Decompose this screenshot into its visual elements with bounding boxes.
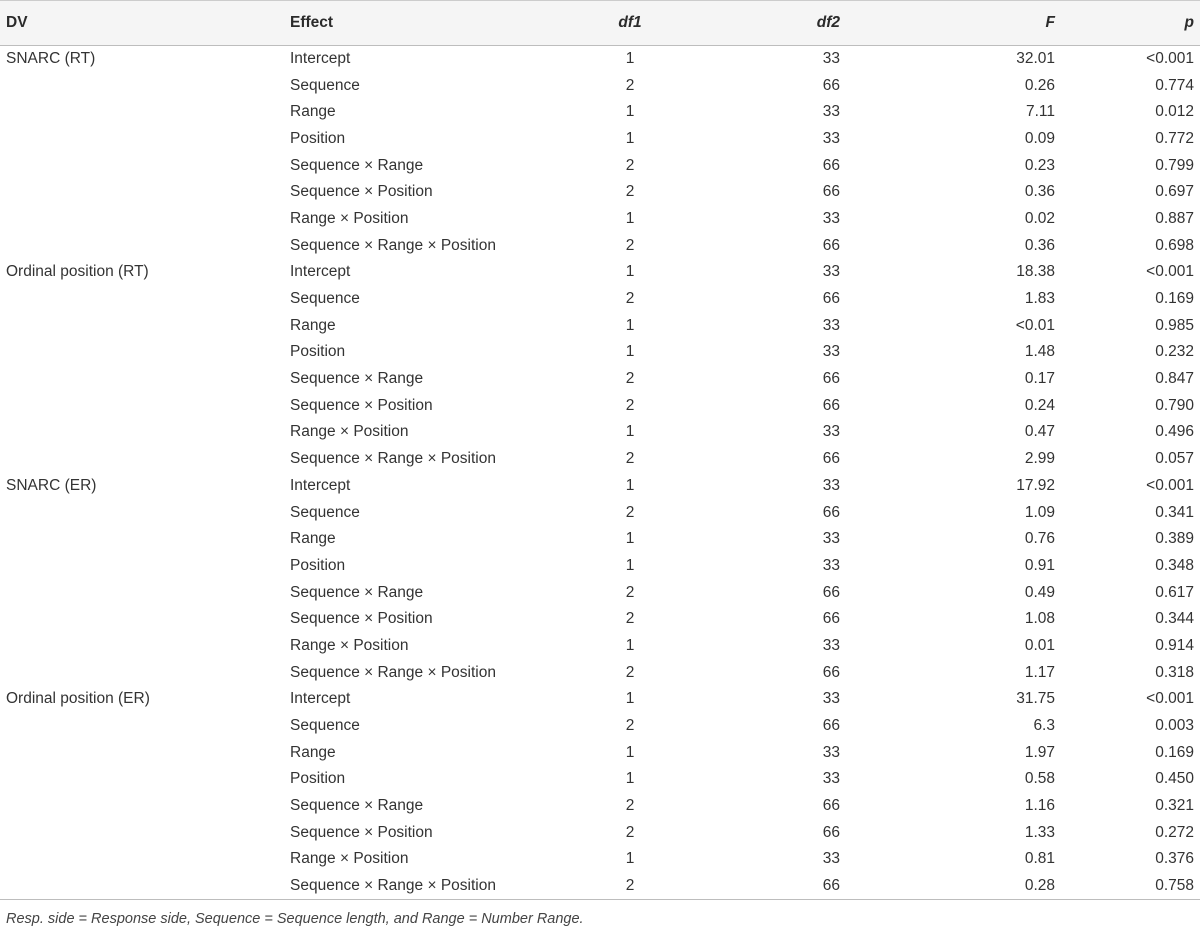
cell-f: 0.76 — [1024, 530, 1055, 548]
cell-df1: 1 — [625, 209, 635, 227]
cell-df1: 1 — [625, 129, 635, 147]
cell-effect: Range — [290, 103, 336, 121]
cell-df1: 2 — [625, 876, 635, 894]
cell-df2: 66 — [822, 797, 840, 815]
table-row — [0, 846, 1200, 873]
cell-effect: Position — [290, 343, 346, 361]
cell-f: 0.58 — [1024, 770, 1055, 788]
cell-df2: 33 — [822, 103, 840, 121]
cell-p: 0.376 — [1155, 850, 1194, 868]
table-row — [0, 126, 1200, 153]
cell-df2: 33 — [822, 343, 840, 361]
cell-dv — [0, 126, 290, 153]
cell-df1: 1 — [625, 636, 635, 654]
cell-df1: 2 — [625, 610, 635, 628]
cell-df1: 2 — [625, 236, 635, 254]
cell-df1: 1 — [625, 343, 635, 361]
cell-p: 0.698 — [1155, 236, 1194, 254]
cell-f: 0.17 — [1024, 370, 1055, 388]
cell-f: 1.08 — [1024, 610, 1055, 628]
table-row — [0, 579, 1200, 606]
cell-dv — [0, 713, 290, 740]
table-row — [0, 499, 1200, 526]
cell-effect: Range × Position — [290, 423, 409, 441]
cell-effect: Sequence × Position — [290, 610, 433, 628]
cell-p: 0.887 — [1155, 209, 1194, 227]
cell-dv: Ordinal position (ER) — [6, 690, 150, 708]
cell-f: 0.02 — [1024, 209, 1055, 227]
cell-p: 0.057 — [1155, 450, 1194, 468]
cell-dv — [0, 286, 290, 313]
cell-dv — [0, 766, 290, 793]
table-row — [0, 152, 1200, 179]
cell-df1: 2 — [625, 717, 635, 735]
cell-p: 0.169 — [1155, 290, 1194, 308]
cell-f: 31.75 — [1016, 690, 1055, 708]
cell-f: 0.24 — [1024, 396, 1055, 414]
cell-p: 0.847 — [1155, 370, 1194, 388]
cell-effect: Sequence × Range × Position — [290, 663, 496, 681]
table-row — [0, 419, 1200, 446]
table-row — [0, 286, 1200, 313]
cell-dv — [0, 553, 290, 580]
table-header — [0, 1, 1200, 46]
table-row — [0, 659, 1200, 686]
cell-df1: 2 — [625, 290, 635, 308]
table-row — [0, 99, 1200, 126]
cell-f: 1.16 — [1024, 797, 1055, 815]
cell-f: 0.23 — [1024, 156, 1055, 174]
cell-effect: Sequence × Range — [290, 797, 424, 815]
cell-effect: Range × Position — [290, 209, 409, 227]
cell-df1: 1 — [625, 556, 635, 574]
cell-df2: 66 — [822, 583, 840, 601]
table-row — [0, 766, 1200, 793]
cell-dv — [0, 312, 290, 339]
table-row — [0, 312, 1200, 339]
cell-df1: 1 — [625, 743, 635, 761]
cell-df2: 66 — [822, 610, 840, 628]
cell-df1: 1 — [625, 50, 635, 68]
header-df1: df1 — [618, 14, 642, 31]
cell-effect: Position — [290, 129, 346, 147]
cell-df2: 66 — [822, 450, 840, 468]
cell-f: 1.97 — [1024, 743, 1055, 761]
cell-effect: Sequence × Range × Position — [290, 450, 496, 468]
cell-dv: SNARC (RT) — [6, 50, 96, 68]
table-footnote: Resp. side = Response side, Sequence = Sequence length, and Range = Number Range. — [6, 911, 584, 927]
cell-effect: Range — [290, 316, 336, 334]
cell-p: 0.985 — [1155, 316, 1194, 334]
cell-df2: 66 — [822, 663, 840, 681]
cell-df1: 2 — [625, 156, 635, 174]
cell-p: 0.496 — [1155, 423, 1194, 441]
cell-dv — [0, 232, 290, 259]
table-row — [0, 633, 1200, 660]
cell-df2: 33 — [822, 129, 840, 147]
cell-dv — [0, 339, 290, 366]
table-row — [0, 366, 1200, 393]
cell-df1: 1 — [625, 850, 635, 868]
cell-dv — [0, 606, 290, 633]
header-f: F — [1045, 14, 1055, 31]
cell-df2: 66 — [822, 717, 840, 735]
cell-effect: Sequence — [290, 290, 360, 308]
cell-effect: Sequence — [290, 76, 360, 94]
cell-df2: 33 — [822, 476, 840, 494]
header-effect: Effect — [290, 14, 334, 31]
cell-df2: 33 — [822, 316, 840, 334]
cell-f: 0.09 — [1024, 129, 1055, 147]
cell-dv — [0, 419, 290, 446]
cell-p: 0.348 — [1155, 556, 1194, 574]
cell-f: 0.36 — [1024, 183, 1055, 201]
cell-effect: Range — [290, 530, 336, 548]
cell-f: 6.3 — [1033, 717, 1055, 735]
cell-p: 0.914 — [1155, 636, 1194, 654]
cell-effect: Sequence — [290, 717, 360, 735]
cell-p: 0.758 — [1155, 876, 1194, 894]
cell-p: 0.318 — [1155, 663, 1194, 681]
cell-f: 0.26 — [1024, 76, 1055, 94]
cell-df1: 2 — [625, 370, 635, 388]
cell-df2: 33 — [822, 423, 840, 441]
cell-df2: 66 — [822, 823, 840, 841]
cell-df1: 1 — [625, 263, 635, 281]
cell-f: 17.92 — [1016, 476, 1055, 494]
cell-dv — [0, 152, 290, 179]
cell-df2: 66 — [822, 76, 840, 94]
cell-df1: 1 — [625, 423, 635, 441]
cell-df1: 2 — [625, 583, 635, 601]
cell-df2: 66 — [822, 156, 840, 174]
cell-df1: 1 — [625, 530, 635, 548]
cell-dv: SNARC (ER) — [6, 476, 97, 494]
cell-effect: Intercept — [290, 50, 351, 68]
cell-df2: 33 — [822, 743, 840, 761]
cell-df2: 33 — [822, 556, 840, 574]
table-row — [0, 232, 1200, 259]
cell-f: 32.01 — [1016, 50, 1055, 68]
cell-effect: Sequence × Range — [290, 156, 424, 174]
table-row — [0, 179, 1200, 206]
cell-f: 0.01 — [1024, 636, 1055, 654]
cell-dv — [0, 873, 290, 900]
cell-f: 1.83 — [1024, 290, 1055, 308]
cell-effect: Position — [290, 770, 346, 788]
table-row — [0, 72, 1200, 99]
cell-p: 0.169 — [1155, 743, 1194, 761]
table-row — [0, 606, 1200, 633]
cell-effect: Sequence × Range — [290, 583, 424, 601]
cell-effect: Sequence × Position — [290, 823, 433, 841]
cell-p: 0.232 — [1155, 343, 1194, 361]
cell-p: <0.001 — [1146, 50, 1194, 68]
cell-p: 0.617 — [1155, 583, 1194, 601]
header-dv: DV — [6, 14, 28, 31]
cell-f: <0.01 — [1015, 316, 1055, 334]
table-row — [0, 259, 1200, 286]
cell-effect: Sequence × Range — [290, 370, 424, 388]
cell-dv — [0, 392, 290, 419]
cell-dv — [0, 526, 290, 553]
cell-p: 0.272 — [1155, 823, 1194, 841]
cell-dv — [0, 499, 290, 526]
cell-f: 0.36 — [1024, 236, 1055, 254]
cell-effect: Range × Position — [290, 636, 409, 654]
cell-dv — [0, 659, 290, 686]
table-row — [0, 473, 1200, 500]
table-row — [0, 739, 1200, 766]
cell-p: 0.012 — [1155, 103, 1194, 121]
cell-p: 0.321 — [1155, 797, 1194, 815]
cell-p: 0.799 — [1155, 156, 1194, 174]
header-row — [0, 1, 1200, 46]
cell-dv — [0, 206, 290, 233]
cell-effect: Intercept — [290, 263, 351, 281]
cell-p: <0.001 — [1146, 690, 1194, 708]
cell-effect: Sequence × Range × Position — [290, 236, 496, 254]
cell-dv — [0, 366, 290, 393]
table-row — [0, 526, 1200, 553]
cell-df2: 66 — [822, 396, 840, 414]
cell-f: 0.28 — [1024, 876, 1055, 894]
cell-f: 0.49 — [1024, 583, 1055, 601]
cell-df1: 2 — [625, 76, 635, 94]
cell-f: 1.17 — [1024, 663, 1055, 681]
table-row — [0, 819, 1200, 846]
cell-df1: 2 — [625, 797, 635, 815]
cell-effect: Range — [290, 743, 336, 761]
table-row — [0, 46, 1200, 73]
cell-df2: 33 — [822, 263, 840, 281]
table-body — [0, 46, 1200, 900]
cell-p: 0.697 — [1155, 183, 1194, 201]
cell-df2: 66 — [822, 876, 840, 894]
cell-df2: 33 — [822, 690, 840, 708]
cell-df1: 2 — [625, 823, 635, 841]
cell-f: 1.09 — [1024, 503, 1055, 521]
cell-df1: 1 — [625, 770, 635, 788]
cell-df1: 2 — [625, 503, 635, 521]
cell-dv — [0, 793, 290, 820]
cell-f: 0.91 — [1024, 556, 1055, 574]
cell-df2: 66 — [822, 370, 840, 388]
cell-effect: Sequence — [290, 503, 360, 521]
cell-df2: 66 — [822, 183, 840, 201]
table-row — [0, 686, 1200, 713]
cell-effect: Sequence × Position — [290, 396, 433, 414]
cell-df1: 2 — [625, 450, 635, 468]
cell-df2: 33 — [822, 209, 840, 227]
cell-p: 0.389 — [1155, 530, 1194, 548]
cell-effect: Sequence × Range × Position — [290, 876, 496, 894]
cell-dv — [0, 99, 290, 126]
cell-df1: 1 — [625, 476, 635, 494]
table-row — [0, 446, 1200, 473]
cell-dv — [0, 579, 290, 606]
cell-p: 0.772 — [1155, 129, 1194, 147]
cell-p: 0.790 — [1155, 396, 1194, 414]
cell-df1: 2 — [625, 396, 635, 414]
cell-p: 0.003 — [1155, 717, 1194, 735]
table-row — [0, 713, 1200, 740]
cell-p: 0.341 — [1155, 503, 1194, 521]
table-row — [0, 793, 1200, 820]
cell-df1: 1 — [625, 690, 635, 708]
cell-dv — [0, 739, 290, 766]
cell-dv: Ordinal position (RT) — [6, 263, 149, 281]
cell-p: <0.001 — [1146, 476, 1194, 494]
cell-df2: 66 — [822, 290, 840, 308]
cell-f: 0.81 — [1024, 850, 1055, 868]
cell-dv — [0, 633, 290, 660]
cell-df2: 33 — [822, 770, 840, 788]
cell-df1: 1 — [625, 316, 635, 334]
cell-dv — [0, 72, 290, 99]
header-df2: df2 — [816, 14, 840, 31]
cell-effect: Intercept — [290, 476, 351, 494]
cell-f: 7.11 — [1025, 103, 1055, 121]
cell-p: 0.774 — [1155, 76, 1194, 94]
cell-df2: 66 — [822, 503, 840, 521]
cell-df2: 33 — [822, 636, 840, 654]
cell-df2: 33 — [822, 50, 840, 68]
cell-f: 0.47 — [1024, 423, 1055, 441]
cell-dv — [0, 819, 290, 846]
table-row — [0, 392, 1200, 419]
cell-p: <0.001 — [1146, 263, 1194, 281]
cell-dv — [0, 179, 290, 206]
cell-df1: 2 — [625, 183, 635, 201]
cell-p: 0.344 — [1155, 610, 1194, 628]
cell-effect: Position — [290, 556, 346, 574]
cell-df1: 2 — [625, 663, 635, 681]
cell-effect: Sequence × Position — [290, 183, 433, 201]
cell-df2: 33 — [822, 850, 840, 868]
cell-df2: 33 — [822, 530, 840, 548]
table-row — [0, 553, 1200, 580]
cell-df1: 1 — [625, 103, 635, 121]
header-p: p — [1184, 14, 1194, 31]
cell-f: 1.33 — [1024, 823, 1055, 841]
cell-f: 1.48 — [1024, 343, 1055, 361]
table-row — [0, 206, 1200, 233]
cell-dv — [0, 446, 290, 473]
table-row — [0, 873, 1200, 900]
cell-effect: Intercept — [290, 690, 351, 708]
cell-effect: Range × Position — [290, 850, 409, 868]
cell-p: 0.450 — [1155, 770, 1194, 788]
table-row — [0, 339, 1200, 366]
cell-df2: 66 — [822, 236, 840, 254]
cell-f: 18.38 — [1016, 263, 1055, 281]
cell-f: 2.99 — [1024, 450, 1055, 468]
cell-dv — [0, 846, 290, 873]
